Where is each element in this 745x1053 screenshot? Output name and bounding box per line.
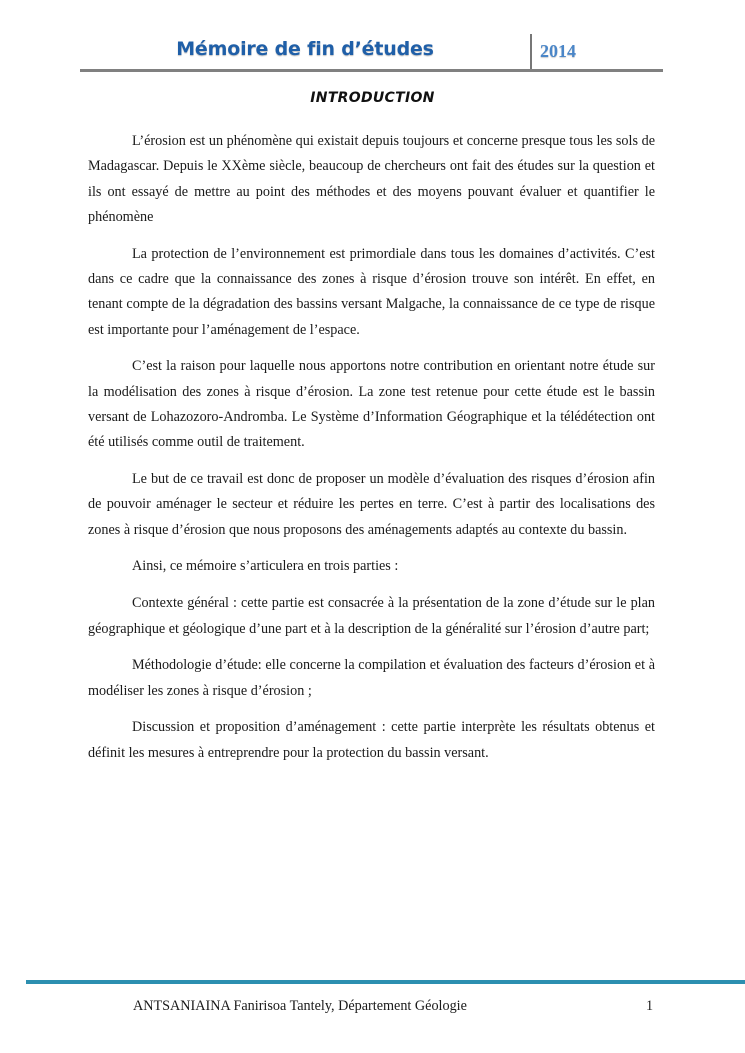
section-title: INTRODUCTION — [310, 90, 435, 106]
paragraph: Contexte général : cette partie est consacrée à la présentation de la zone d’étude sur le plan géographique et géologique d’une part et à la description de la généralité sur l’érosion d’autre part; — [88, 595, 655, 637]
header-year: 2014 — [540, 41, 576, 61]
body-text — [88, 129, 655, 778]
paragraph: Discussion et proposition d’aménagement : cette partie interprète les résultats obtenus et définit les mesures à entreprendre pour la protection du bassin versant. — [88, 719, 655, 761]
page-header — [80, 32, 663, 72]
paragraph: L’érosion est un phénomène qui existait depuis toujours et concerne presque tous les sols de Madagascar. Depuis le XXème siècle, beaucoup de chercheurs ont fait des études sur la question et ils ont essayé de mettre au point des méthodes et des moyens pouvant évaluer et quantifier le phénomène — [88, 133, 655, 225]
footer-author: ANTSANIAINA Fanirisoa Tantely, Département Géologie — [133, 998, 467, 1014]
header-rule — [80, 69, 663, 72]
footer-rule — [26, 980, 745, 984]
page-number: 1 — [646, 998, 654, 1014]
paragraph: Méthodologie d’étude: elle concerne la compilation et évaluation des facteurs d’érosion et à modéliser les zones à risque d’érosion ; — [88, 657, 655, 699]
header-title: Mémoire de fin d’études — [176, 38, 434, 60]
paragraph: Le but de ce travail est donc de proposer un modèle d’évaluation des risques d’érosion afin de pouvoir aménager le secteur et réduire les pertes en terre. C’est à partir des localisations des zones à risque d’érosion que nous proposons des aménagements adaptés au contexte du bassin. — [88, 471, 655, 538]
paragraph: Ainsi, ce mémoire s’articulera en trois parties : — [132, 558, 399, 575]
header-divider — [530, 34, 532, 70]
paragraph: C’est la raison pour laquelle nous apportons notre contribution en orientant notre étude sur la modélisation des zones à risque d’érosion. La zone test retenue pour cette étude est le bassin versant de Lohazozoro-Andromba. Le Système d’Information Géographique et la télédétection ont été utilisés comme outil de traitement. — [88, 358, 655, 451]
paragraph: La protection de l’environnement est primordiale dans tous les domaines d’activités. C’est dans ce cadre que la connaissance des zones à risque d’érosion trouve son intérêt. En effet, en tenant compte de la dégradation des bassins versant Malgache, la connaissance de ce type de risque est importante pour l’aménagement de l’espace. — [88, 245, 655, 338]
